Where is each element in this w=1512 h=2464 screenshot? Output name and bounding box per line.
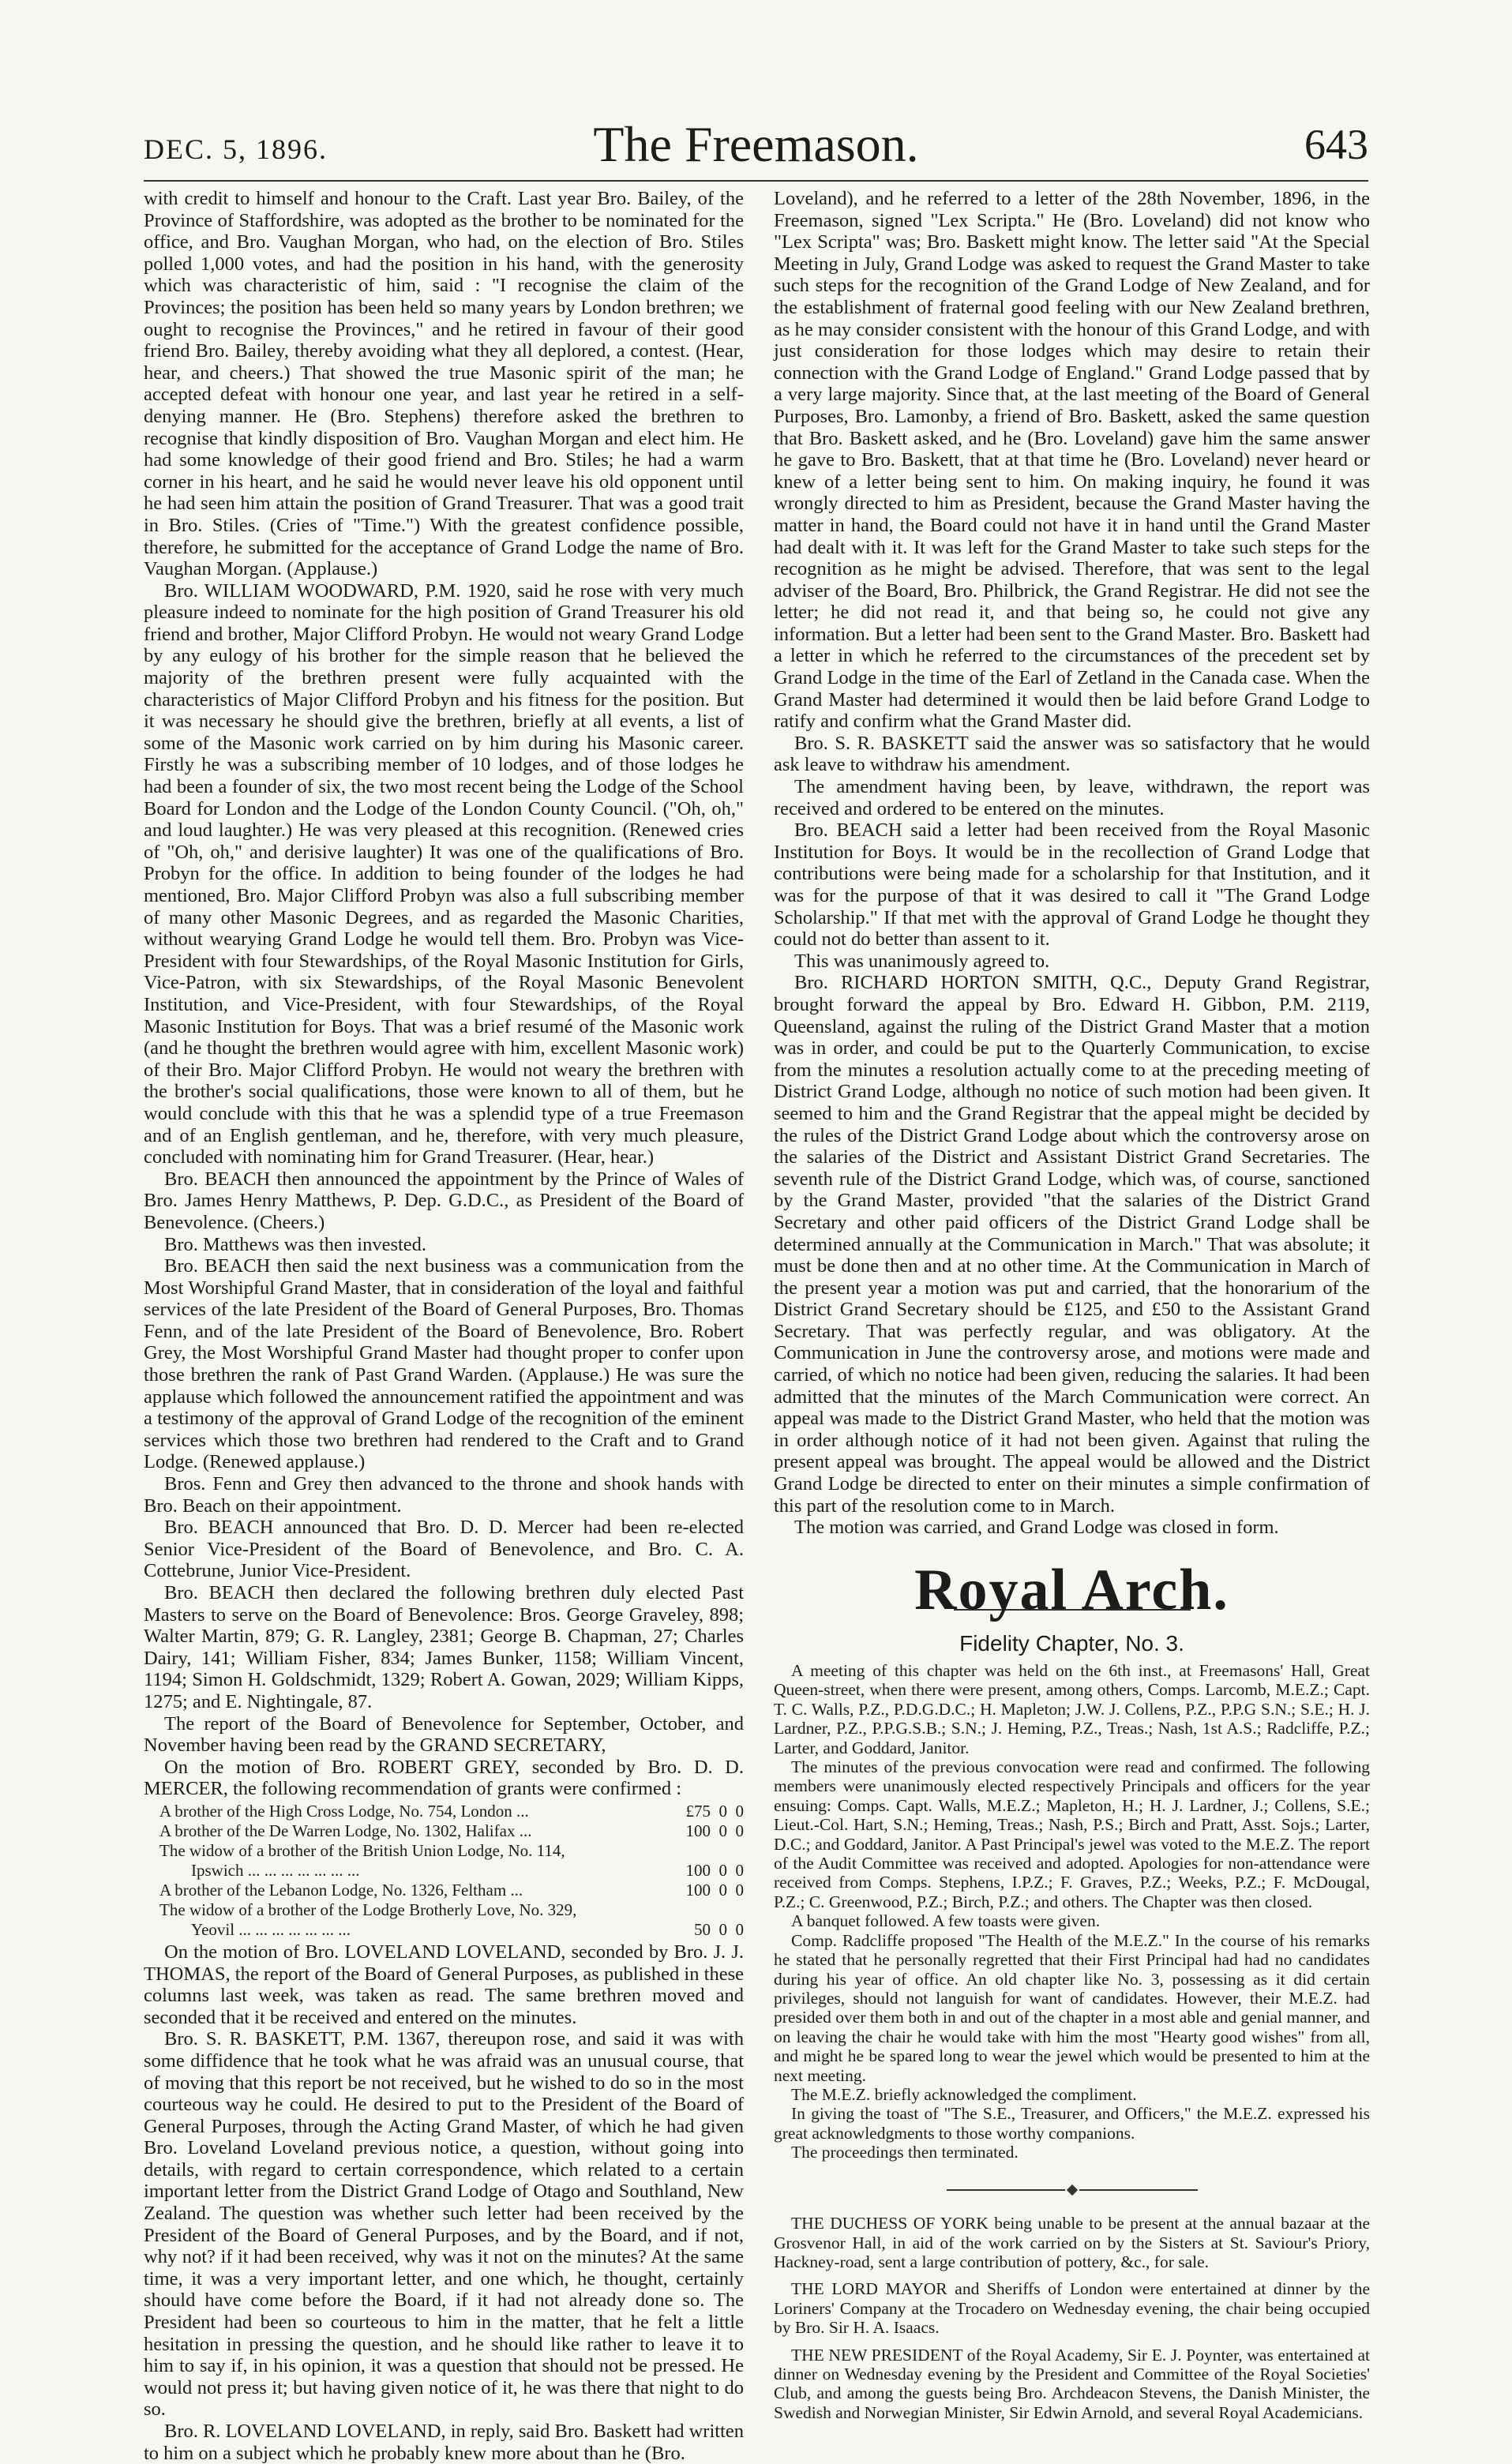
paragraph: The motion was carried, and Grand Lodge was closed in form.	[794, 1517, 1279, 1539]
paragraph: In giving the toast of "The S.E., Treasurer, and Officers," the M.E.Z. expressed his great acknowledgments to those worthy companions.	[774, 2104, 1370, 2143]
grant-row: Yeovil ... ... ... ... ... ... ... 50 0 0	[191, 1919, 744, 1939]
paragraph: Comp. Radcliffe proposed "The Health of the M.E.Z." In the course of his remarks he stated that he personally regretted that their First Principal had had no candidates during his year of office. An old chapter like No. 3, possessing as it did certain privileges, should not languish for want of candidates. However, their M.E.Z. had presided over them both in and out of the chapter in a most able and genial manner, and on leaving the chair he would take with him the most "Hearty good wishes" from all, and might he be spared long to wear the jewel which would be presented to him at the next meeting.	[774, 1930, 1370, 2085]
newspaper-title: The Freemason.	[593, 116, 919, 172]
header-rule	[144, 180, 1368, 182]
paragraph: Bro. BEACH then said the next business was a communication from the Most Worshipful Grand Master, that in consideration of the loyal and faithful services of the late President of the Board of General Purposes, Bro. Thomas Fenn, and of the late President of the Board of Benevolence, Bro. Robert Grey, the Most Worshipful Grand Master had thought proper to confer upon those brethren the rank of Past Grand Warden. (Applause.) He was sure the applause which followed the announcement ratified the appointment and was a testimony of the approval of Grand Lodge of the recognition of the eminent services which those two brethren had rendered to the Craft and to Grand Lodge. (Renewed applause.)	[144, 1255, 744, 1473]
paragraph: Bro. Matthews was then invested.	[164, 1233, 427, 1255]
left-column	[144, 188, 744, 2464]
paragraph: Bro. BEACH then announced the appointment by the Prince of Wales of Bro. James Henry Matthews, P. Dep. G.D.C., as President of the Board of Benevolence. (Cheers.)	[144, 1168, 744, 1233]
paragraph: Bro. BEACH announced that Bro. D. D. Mercer had been re-elected Senior Vice-President of the Board of Benevolence, and Bro. C. A. Cottebrune, Junior Vice-President.	[144, 1517, 744, 1582]
paragraph: Bro. WILLIAM WOODWARD, P.M. 1920, said he rose with very much pleasure indeed to nominate for the high position of Grand Treasurer his old friend and brother, Major Clifford Probyn. He would not weary Grand Lodge by any eulogy of his brother for the simple reason that he believed the majority of the brethren present were fully acquainted with the characteristics of Major Clifford Probyn and his fitness for the position. But it was necessary he should give the brethren, briefly at all events, a list of some of the Masonic work carried on by him during his Masonic career. Firstly he was a subscribing member of 10 lodges, and of those lodges he had been a founder of six, the two most recent being the Lodge of the School Board for London and the Lodge of the London County Council. ("Oh, oh," and loud laughter.) He was very pleased at this recognition. (Renewed cries of "Oh, oh," and derisive laughter) It was one of the qualifications of Bro. Probyn for the office. In addition to being founder of the lodges he had mentioned, Bro. Major Clifford Probyn was also a full subscribing member of many other Masonic Degrees, and as regarded the Masonic Charities, without wearying Grand Lodge he would tell them. Bro. Probyn was Vice-President with four Stewardships, of the Royal Masonic Institution for Girls, Vice-Patron, with six Stewardships, of the Royal Masonic Benevolent Institution, and Vice-President, with four Stewardships, of the Royal Masonic Institution for Boys. That was a brief resumé of the Masonic work (and he thought the brethren would agree with him, excellent Masonic work) of their Bro. Major Clifford Probyn. He would not weary the brethren with the brother's social qualifications, those were known to all of them, but he would conclude with this that he was a splendid type of a true Freemason and of an English gentleman, and he, therefore, with very much pleasure, concluded with nominating him for Grand Treasurer. (Hear, hear.)	[144, 579, 744, 1168]
grant-row: A brother of the High Cross Lodge, No. 754, London ... £75 0 0	[159, 1801, 744, 1821]
ornament-divider	[774, 2178, 1370, 2200]
right-column	[774, 188, 1370, 2430]
paragraph: Bros. Fenn and Grey then advanced to the throne and shook hands with Bro. Beach on their appointment.	[144, 1473, 744, 1517]
paragraph: A banquet followed. A few toasts were given.	[791, 1911, 1101, 1931]
grant-row: The widow of a brother of the Lodge Brotherly Love, No. 329,	[159, 1900, 577, 1919]
paragraph: The proceedings then terminated.	[791, 2143, 1019, 2162]
paragraph: A meeting of this chapter was held on the 6th inst., at Freemasons' Hall, Great Queen-street, when there were present, among others, Comps. Larcomb, M.E.Z.; Capt. T. C. Walls, P.Z., P.D.G.D.C.; H. Mapleton; J.W. J. Collens, P.Z., P.P.G S.N.; S.E.; H. J. Lardner, P.Z., P.P.G.S.B.; S.N.; J. Heming, P.Z., Treas.; Nash, 1st A.S.; Radcliffe, P.Z.; Larter, and Goddard, Janitor.	[774, 1661, 1370, 1757]
paragraph: Bro. S. R. BASKETT said the answer was so satisfactory that he would ask leave to withdraw his amendment.	[774, 732, 1370, 776]
paragraph: On the motion of Bro. LOVELAND LOVELAND, seconded by Bro. J. J. THOMAS, the report of the Board of General Purposes, as published in these columns last week, was taken as read. The same brethren moved and seconded that it be received and entered on the minutes.	[144, 1941, 744, 2028]
grant-row: Ipswich ... ... ... ... ... ... ... 100 0 0	[191, 1860, 744, 1880]
grant-row: A brother of the De Warren Lodge, No. 1302, Halifax ... 100 0 0	[159, 1821, 744, 1840]
page-number: 643	[1304, 121, 1368, 168]
paragraph: Bro. BEACH then declared the following brethren duly elected Past Masters to serve on the Board of Benevolence: Bros. George Graveley, 898; Walter Martin, 879; G. R. Langley, 2381; George B. Chapman, 27; Charles Dairy, 141; William Fisher, 834; James Bunker, 1158; William Vincent, 1194; Simon H. Goldschmidt, 1329; Robert A. Gowan, 2029; William Kipps, 1275; and E. Nightingale, 87.	[144, 1582, 744, 1712]
grant-row: The widow of a brother of the British Union Lodge, No. 114,	[159, 1840, 565, 1860]
paragraph: On the motion of Bro. ROBERT GREY, seconded by Bro. D. D. MERCER, the following recommendation of grants were confirmed :	[144, 1756, 744, 1800]
paragraph: with credit to himself and honour to the Craft. Last year Bro. Bailey, of the Province of Staffordshire, was adopted as the brother to be nominated for the office, and Bro. Vaughan Morgan, who had, on the election of Bro. Stiles polled 1,000 votes, and had the position in his hand, with the generosity which was characteristic of him, said : "I recognise the claim of the Provinces; the position has been held so many years by London brethren; we ought to recognise the Provinces," and he retired in favour of their good friend Bro. Bailey, thereby avoiding what they all deplored, a contest. (Hear, hear, and cheers.) That showed the true Masonic spirit of the man; he accepted defeat with honour one year, and last year he retired in a self-denying manner. He (Bro. Stephens) therefore asked the brethren to recognise that kindly disposition of Bro. Vaughan Morgan and elect him. He had some knowledge of their good friend and Bro. Stiles; he had a warm corner in his heart, and he said he would never leave his old opponent until he had seen him attain the position of Grand Treasurer. That was a good trait in Bro. Stiles. (Cries of "Time.") With the greatest confidence possible, therefore, he submitted for the acceptance of Grand Lodge the name of Bro. Vaughan Morgan. (Applause.)	[144, 188, 744, 580]
grant-row: A brother of the Lebanon Lodge, No. 1326, Feltham ... 100 0 0	[159, 1880, 744, 1900]
paragraph: Loveland), and he referred to a letter of the 28th November, 1896, in the Freemason, signed "Lex Scripta." He (Bro. Loveland) did not know who "Lex Scripta" was; Bro. Baskett might know. The letter said "At the Special Meeting in July, Grand Lodge was asked to request the Grand Master to take such steps for the recognition of the Grand Lodge of New Zealand, and for the establishment of fraternal good feeling with our New Zealand brethren, as he may consider consistent with the honour of this Grand Lodge, and with just consideration for those lodges which may desire to retain their connection with the Grand Lodge of England." Grand Lodge passed that by a very large majority. Since that, at the last meeting of the Board of General Purposes, Bro. Lamonby, a friend of Bro. Baskett, asked the same question that Bro. Baskett asked, and he (Bro. Loveland) gave him the same answer he gave to Bro. Baskett, that at that time he (Bro. Loveland) never heard or knew of a letter being sent to him. On making inquiry, he found it was wrongly directed to him as President, because the Grand Master having the matter in hand, the Board could not have it in hand until the Grand Master had dealt with it. It was left for the Grand Master to take such steps for the recognition as he might be advised. Therefore, that was sent to the legal adviser of the Board, Bro. Philbrick, the Grand Registrar. He did not see the letter; he did not read it, and that being so, he could not give any information. But a letter had been sent to the Grand Master. Bro. Baskett had a letter in which he referred to the circumstances of the precedent set by Grand Lodge in the time of the Earl of Zetland in the Canada case. When the Grand Master had determined it would then be laid before Grand Lodge to ratify and confirm what the Grand Master did.	[774, 188, 1370, 733]
chapter-heading: Fidelity Chapter, No. 3.	[959, 1631, 1184, 1656]
news-item: THE LORD MAYOR and Sheriffs of London were entertained at dinner by the Loriners' Company at the Trocadero on Wednesday evening, the chair being occupied by Bro. Sir H. A. Isaacs.	[774, 2279, 1370, 2338]
paragraph: Bro. BEACH said a letter had been received from the Royal Masonic Institution for Boys. It would be in the recollection of Grand Lodge that contributions were being made for a scholarship for that Institution, and it was for the purpose of that it was desired to call it "The Grand Lodge Scholarship." If that met with the approval of Grand Lodge he thought they could not do better than assent to it.	[774, 819, 1370, 951]
paragraph: The report of the Board of Benevolence for September, October, and November having been read by the GRAND SECRETARY,	[144, 1712, 744, 1757]
issue-date: DEC. 5, 1896.	[144, 133, 328, 165]
royal-arch-report	[774, 1661, 1370, 2162]
news-item: THE DUCHESS OF YORK being unable to be present at the annual bazaar at the Grosvenor Hall, in aid of the work carried on by the Sisters at St. Saviour's Priory, Hackney-road, sent a large contribution of pottery, &c., for sale.	[774, 2214, 1370, 2271]
paragraph: Bro. R. LOVELAND LOVELAND, in reply, said Bro. Baskett had written to him on a subject which he probably knew more about than he (Bro.	[144, 2421, 744, 2464]
paragraph: This was unanimously agreed to.	[794, 950, 1050, 972]
paragraph: The amendment having been, by leave, withdrawn, the report was received and ordered to be entered on the minutes.	[774, 776, 1370, 819]
grants-table	[159, 1802, 744, 1940]
section-heading-royal-arch: Royal Arch.	[914, 1557, 1229, 1622]
masthead	[144, 115, 1368, 178]
paragraph: Bro. S. R. BASKETT, P.M. 1367, thereupon rose, and said it was with some diffidence that he took what he was afraid was an unusual course, that of moving that this report be not received, but he wished to do so in the most courteous way he could. He desired to put to the President of the Board of General Purposes, through the Acting Grand Master, of which he had given Bro. Loveland Loveland previous notice, a question, without going into details, with regard to certain correspondence, which related to a certain important letter from the District Grand Lodge of Otago and Southland, New Zealand. The question was whether such letter had been received by the President of the Board of General Purposes, and by the Board, and if not, why not? if it had been received, why was it not on the minutes? At the same time, it was a very important letter, and one which, he thought, certainly should have come before the Board, if it had not already done so. The President had been so courteous to him in the matter, that he felt a little hesitation in pressing the question, and he should like rather to leave it to him to say if, in his opinion, it was a question that should not be pressed. He would not press it; but having given notice of it, he was there that night to do so.	[144, 2028, 744, 2421]
news-notes	[774, 2214, 1370, 2422]
paragraph: Bro. RICHARD HORTON SMITH, Q.C., Deputy Grand Registrar, brought forward the appeal by Bro. Edward H. Gibbon, P.M. 2119, Queensland, against the ruling of the District Grand Master that a motion was in order, and could be put to the Quarterly Communication, to excise from the minutes a resolution actually come to at the preceding meeting of District Grand Lodge, although no notice of such motion had been given. It seemed to him and the Grand Registrar that the appeal might be decided by the rules of the District Grand Lodge about which the controversy arose on the salaries of the District and Assistant District Grand Secretaries. The seventh rule of the District Grand Lodge, which was, of course, sanctioned by the Grand Master, provided "that the salaries of the District Grand Secretary and other paid officers of the District Grand Lodge shall be determined annually at the Communication in March." That was absolute; it must be done then and at no other time. At the Communication in March of the present year a motion was put and carried, that the honorarium of the District Grand Secretary should be £125, and £50 to the Assistant Grand Secretary. That was perfectly regular, and was obligatory. At the Communication in June the controversy arose, and motions were made and carried, of which no notice had been given, reducing the salaries. It had been admitted that the minutes of the March Communication were correct. An appeal was made to the District Grand Master, who held that the motion was in order although notice of it had not been given. Against that ruling the present appeal was brought. The appeal would be allowed and the District Grand Lodge be directed to enter on their minutes a simple confirmation of this part of the resolution come to in March.	[774, 972, 1370, 1517]
paragraph: The minutes of the previous convocation were read and confirmed. The following members were unanimously elected respectively Principals and officers for the year ensuing: Comps. Capt. Walls, M.E.Z.; Mapleton, H.; H. J. Lardner, J.; Collens, S.E.; Lieut.-Col. Hart, S.N.; Heming, Treas.; Nash, P.S.; Birch and Pratt, Asst. Sojs.; Larter, D.C.; and Goddard, Janitor. A Past Principal's jewel was voted to the M.E.Z. The report of the Audit Committee was received and adopted. Apologies for non-attendance were received from Comps. Stephens, I.P.Z.; F. Graves, P.Z.; Weeks, P.Z.; F. McDougal, P.Z.; C. Greenwood, P.Z.; Birch, P.Z.; and others. The Chapter was then closed.	[774, 1757, 1370, 1911]
news-item: THE NEW PRESIDENT of the Royal Academy, Sir E. J. Poynter, was entertained at dinner on Wednesday evening by the President and Committee of the Royal Societies' Club, and among the guests being Bro. Archdeacon Stevens, the Danish Minister, the Swedish and Norwegian Minister, Sir Edwin Arnold, and several Royal Academicians.	[774, 2345, 1370, 2422]
paragraph: The M.E.Z. briefly acknowledged the compliment.	[791, 2084, 1137, 2104]
